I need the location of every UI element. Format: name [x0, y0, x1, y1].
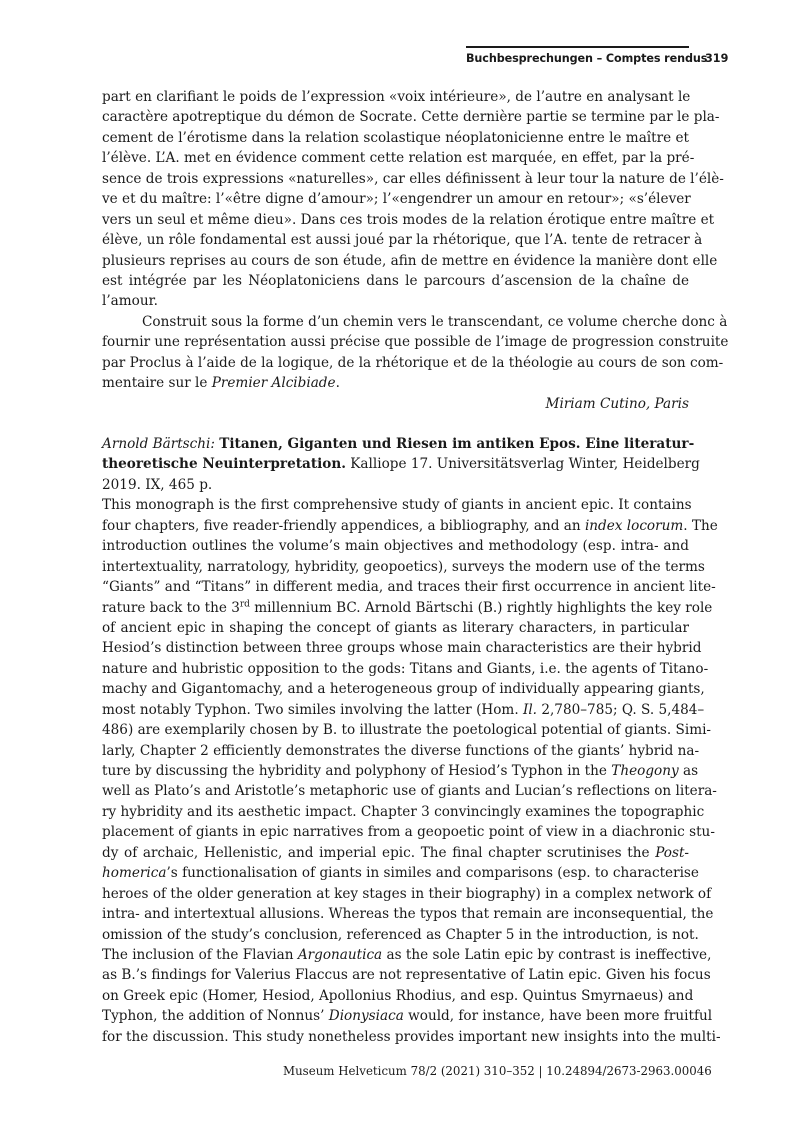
book-author: Arnold Bärtschi:	[102, 436, 215, 452]
text-line: “Giants” and “Titans” in different media, and traces their first occurrence in ancient lite-	[102, 579, 716, 596]
review-1-paragraph-1	[102, 87, 724, 312]
review-2-citation	[102, 434, 700, 495]
work-title: Post-	[655, 844, 689, 861]
work-title: Argonautica	[297, 946, 383, 963]
text-line: sence de trois expressions «naturelles», car elles définissent à leur tour la nature de l’élè-	[102, 170, 724, 187]
section-gap	[102, 414, 689, 434]
text-line: placement of giants in epic narratives from a geopoetic point of view in a diachronic stu-	[102, 824, 715, 841]
reviewer-signature	[102, 394, 689, 414]
page-body	[102, 87, 729, 1047]
text-line: This monograph is the first comprehensive study of giants in ancient epic. It contains	[102, 497, 692, 514]
text-fragment: as	[678, 763, 699, 779]
text-line: as B.’s findings for Valerius Flaccus are not representative of Latin epic. Given his focus	[102, 967, 711, 984]
text-fragment: dy of archaic, Hellenistic, and imperial epic. The final chapter scrutinises the	[102, 844, 656, 861]
text-fragment: would, for instance, have been more fruitful	[403, 1008, 713, 1025]
text-line: ve et du maître: l’«être digne d’amour»; l’«engendrer un amour en retour»; «s’élever	[102, 191, 691, 208]
journal-citation: Museum Helveticum 78/2 (2021) 310–352 | 10.24894/2673-2963.00046	[283, 1064, 712, 1078]
text-line: intertextuality, narratology, hybridity, geopoetics), surveys the modern use of the terms	[102, 558, 705, 575]
text-line: cement de l’érotisme dans la relation scolastique néoplatonicienne entre le maître et	[102, 129, 689, 146]
publication-info: Kalliope 17. Universitätsverlag Winter, Heidelberg	[345, 456, 700, 473]
review-2-body	[102, 495, 721, 1047]
text-line: 2019. IX, 465 p.	[102, 476, 213, 493]
text-line	[102, 1006, 713, 1026]
text-line: intra- and intertextual allusions. Whereas the typos that remain are inconsequential, the	[102, 906, 714, 923]
book-title: Titanen, Giganten und Riesen im antiken Epos. Eine literatur-	[219, 436, 695, 452]
running-title: Buchbesprechungen – Comptes rendus	[466, 52, 708, 65]
text-line: ry hybridity and its aesthetic impact. Chapter 3 convincingly examines the topographic	[102, 803, 705, 820]
text-fragment: . The	[683, 517, 718, 534]
header-rule	[466, 46, 689, 48]
text-fragment: rature back to the 3	[102, 599, 240, 616]
work-title: Dionysiaca	[328, 1008, 404, 1025]
text-line: larly, Chapter 2 efficiently demonstrates the diverse functions of the giants’ hybrid na-	[102, 742, 700, 759]
text-line: l’amour.	[102, 293, 158, 310]
italic-term: index locorum	[584, 517, 684, 534]
reviewer-name: Miriam Cutino, Paris	[545, 395, 689, 412]
review-1-paragraph-2	[102, 312, 729, 414]
text-line: 486) are exemplarily chosen by B. to illustrate the poetological potential of giants. Simi-	[102, 722, 712, 739]
text-fragment: millennium BC. Arnold Bärtschi (B.) rightly highlights the key role	[249, 599, 713, 616]
text-line: of ancient epic in shaping the concept of giants as literary characters, in particular	[102, 619, 689, 636]
text-line: Hesiod’s distinction between three groups whose main characteristics are their hybrid	[102, 640, 702, 657]
text-line	[102, 761, 699, 781]
text-line: heroes of the older generation at key stages in their biography) in a complex network of	[102, 885, 712, 902]
text-line: plusieurs reprises au cours de son étude, afin de mettre en évidence la manière dont elle	[102, 252, 718, 269]
text-line: est intégrée par les Néoplatoniciens dans le parcours d’ascension de la chaîne de	[102, 272, 689, 289]
text-line	[102, 434, 695, 454]
text-fragment: ture by discussing the hybridity and polyphony of Hesiod’s Typhon in the	[102, 763, 612, 779]
text-line	[102, 700, 705, 720]
text-line: nature and hubristic opposition to the gods: Titans and Giants, i.e. the agents of Titano-	[102, 660, 709, 677]
work-title: homerica	[102, 865, 167, 882]
text-line: par Proclus à l’aide de la logique, de la rhétorique et de la théologie au cours de son com-	[102, 354, 724, 371]
text-line: élève, un rôle fondamental est aussi joué par la rhétorique, que l’A. tente de retracer à	[102, 232, 703, 249]
text-fragment: ’s functionalisation of giants in similes and comparisons (esp. to characterise	[166, 865, 699, 882]
work-title: Premier Alcibiade	[211, 375, 336, 392]
ordinal-superscript: rd	[239, 598, 250, 609]
text-line: on Greek epic (Homer, Hesiod, Apollonius Rhodius, and esp. Quintus Smyrnaeus) and	[102, 987, 694, 1004]
text-line	[102, 863, 699, 883]
text-line: machy and Gigantomachy, and a heterogeneous group of individually appearing giants,	[102, 681, 705, 698]
text-line: fournir une représentation aussi précise que possible de l’image de progression construite	[102, 334, 729, 351]
text-fragment: .	[335, 375, 340, 392]
page-footer	[283, 1064, 712, 1078]
text-line: vers un seul et même dieu». Dans ces trois modes de la relation érotique entre maître et	[102, 211, 715, 228]
text-line: omission of the study’s conclusion, referenced as Chapter 5 in the introduction, is not.	[102, 926, 699, 943]
text-line	[102, 598, 713, 618]
text-line	[102, 945, 712, 965]
text-fragment: four chapters, five reader-friendly appendices, a bibliography, and an	[102, 517, 585, 534]
text-line: for the discussion. This study nonetheless provides important new insights into the multi-	[102, 1028, 721, 1045]
text-line: Construit sous la forme d’un chemin vers le transcendant, ce volume cherche donc à	[142, 313, 728, 330]
text-line: well as Plato’s and Aristotle’s metaphoric use of giants and Lucian’s reflections on litera-	[102, 783, 717, 800]
text-fragment: Typhon, the addition of Nonnus’	[102, 1008, 329, 1025]
text-line: part en clarifiant le poids de l’expression «voix intérieure», de l’autre en analysant le	[102, 89, 691, 105]
text-line	[102, 516, 718, 536]
text-fragment: The inclusion of the Flavian	[102, 946, 298, 963]
work-title: Theogony	[611, 763, 679, 779]
text-line	[102, 843, 689, 863]
text-line: l’élève. L’A. met en évidence comment cette relation est marquée, en effet, par la pré-	[102, 150, 695, 167]
book-title: theoretische Neuinterpretation.	[102, 456, 346, 473]
work-title: Il.	[522, 701, 538, 718]
text-fragment: mentaire sur le	[102, 375, 212, 392]
text-fragment: as the sole Latin epic by contrast is ineffective,	[382, 946, 712, 963]
text-line: caractère apotreptique du démon de Socrate. Cette dernière partie se termine par le pla-	[102, 109, 720, 126]
text-fragment: 2,780–785; Q. S. 5,484–	[537, 701, 705, 718]
text-fragment: most notably Typhon. Two similes involving the latter (Hom.	[102, 701, 523, 718]
text-line	[102, 454, 700, 474]
text-line	[102, 373, 689, 393]
text-line: introduction outlines the volume’s main objectives and methodology (esp. intra- and	[102, 538, 689, 555]
page-number: 319	[705, 52, 729, 65]
